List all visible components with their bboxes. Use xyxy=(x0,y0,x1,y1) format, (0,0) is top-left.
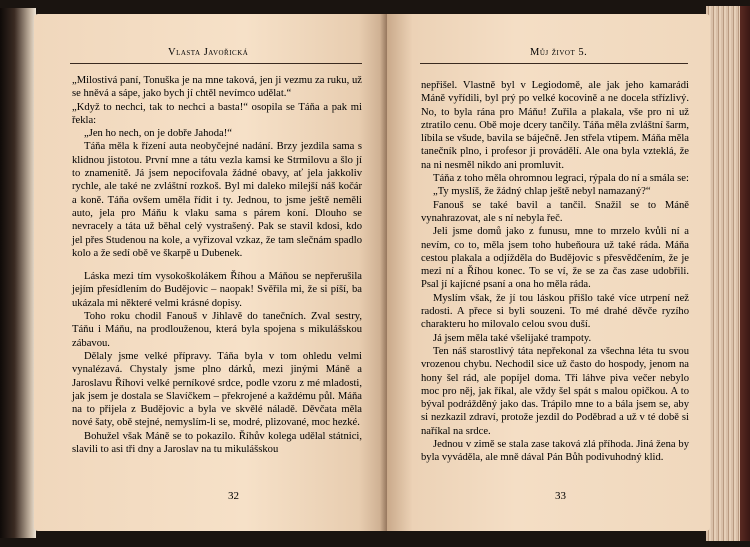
right-paragraph-7: Já jsem měla také všelijaké trampoty. xyxy=(433,332,592,344)
book-page-edges xyxy=(706,6,750,541)
right-paragraph-1: nepřišel. Vlastně byl v Legiodomě, ale jak jeho kamarádi Máně vyřídili, byl prý po velké kocovině a ne docela střízlivý. No, to byla rána pro Máňu! Zuřila a plakala, vše pro ni už ztratilo cenu. Obě moje dcery tančily. Táňa měla zvláštní šarm, líbila se všude, bavila se báječně. Jen střela vtipem. Máňa měla tanečník plno, i profesor ji provádělí. Ale ona byla vzteklá, že na ni nesměl nikdo ani promluvit. xyxy=(421,80,689,171)
right-paragraph-9: Jednou v zimě se stala zase taková zlá příhoda. Jiná žena by byla vyváděla, ale mně dával Pán Bůh podivuhodný klid. xyxy=(421,439,689,464)
right-page-number: 33 xyxy=(555,490,566,502)
right-running-head: Můj život 5. xyxy=(530,47,588,58)
right-header-rule xyxy=(420,63,688,64)
left-paragraph-2: „Když to nechci, tak to nechci a basta!“ osopila se Táňa a pak mi řekla: xyxy=(72,101,362,126)
left-paragraph-6: Toho roku chodil Fanouš v Jihlavě do tanečních. Zval sestry, Táňu i Máňu, na prodlouženou, která byla spojena s mikulášskou zábavou. xyxy=(72,311,362,349)
left-page-text xyxy=(72,74,362,456)
right-paragraph-4: Fanouš se také bavil a tančil. Snažil se to Máně vynahrazovat, ale s ní nebyla řeč. xyxy=(421,199,689,224)
right-paragraph-5: Jeli jsme domů jako z funusu, mne to mrzelo kvůli ní a nevím, co to, měla jsem toho hubeňoura už také ráda. Máňa cestou plakala a odjížděla do Budějovic s přesvědčením, že je mezi ní a Říhou konec. To se ví, že se za čas zase udobřili. Psal jí kajícné psaní a ona ho měla ráda. xyxy=(421,226,689,291)
right-paragraph-6: Myslím však, že jí tou láskou přišlo také více utrpení než radosti. A přece si byli souzeni. To mé drahé děvče ryzího charakteru ho milovalo celou svou duší. xyxy=(421,292,689,331)
left-page-number: 32 xyxy=(228,490,239,502)
book-cover-left xyxy=(0,8,36,538)
right-paragraph-2: Táňa z toho měla ohromnou legraci, rýpala do ní a smála se: xyxy=(433,173,689,185)
right-paragraph-3: „Ty myslíš, že žádný chlap ještě nebyl namazaný?“ xyxy=(433,186,651,198)
left-paragraph-1: „Milostivá paní, Tonuška je na mne taková, jen ji vezmu za ruku, už se hněvá a sápe, jako bych jí chtěl nevímco udělat.“ xyxy=(72,75,362,100)
right-paragraph-8: Ten náš starostlivý táta nepřekonal za všechna léta tu svou vrozenou chybu. Nechodil sice už často do hospody, jenom na hony šel rád, ale popíjel doma. Tři láhve piva večer nebylo moc pro něj, jak říkal, ale vždy šel spát s malou opičkou. A to býval podrážděný jako das. Trápilo mne to a bála jsem se, aby si nezkazil zdraví, protože jezdil do Poděbrad a už v té době si naříkal na srdce. xyxy=(421,345,689,437)
left-paragraph-5: Láska mezi tím vysokoškolákem Říhou a Máňou se nepřerušila jejím přesídlením do Budějovic – naopak! Svěřila mi, že si píší, ba ukázala mi některé velmi krásné dopisy. xyxy=(72,271,362,309)
left-paragraph-7: Dělaly jsme velké přípravy. Táňa byla v tom ohledu velmi vynalézavá. Chystaly jsme plno dárků, mezi jinými Máně a Jaroslavu Říhovi velké perníkové srdce, podle vzoru z mé mladosti, jak jsem je dostala se Slavíčkem – překrojené a každému půl. Máňa na to přijela z Budějovic a byla ve skvělé náladě. Děvčata měla nové šaty, obě stejné, nemyslím-li se, modré, plizované, moc hezké. xyxy=(72,350,362,429)
left-paragraph-4: Táňa měla k řízení auta neobyčejné nadání. Brzy jezdila sama s klidnou jistotou. První mne a tátu vezla kamsi ke Strmilovu a šlo jí to znamenitě. Já jsem nepocifovala žádné obavy, ať jela jakkoliv rychle, ale také ne zvláštní rozkoš. Byl mi daleko milejší náš kočár a koně. Táňa ovšem uměla řídit i ty. Jednou, to jsme ještě neměli auto, jela pro Máňu k vlaku sama s párem koní. Dlouho se nevracely a táta už běhal celý vystrašený. Pak se stavil kdosi, kdo jel přes Studenou na kole, a vyřizoval vzkaz, že tam slečnám spadlo kolo a že sedí obě ve škarpě u Dubenek. xyxy=(72,141,362,259)
left-header-rule xyxy=(70,63,362,64)
left-running-head: Vlasta Javořická xyxy=(168,47,249,58)
left-paragraph-3: „Jen ho nech, on je dobře Jahoda!“ xyxy=(84,128,232,140)
left-paragraph-8: Bohužel však Máně se to pokazilo. Říhův kolega udělal státnici, slavili to asi tři dny a Jaroslav na tu mikulášskou xyxy=(72,430,362,456)
right-page-text xyxy=(421,79,689,465)
